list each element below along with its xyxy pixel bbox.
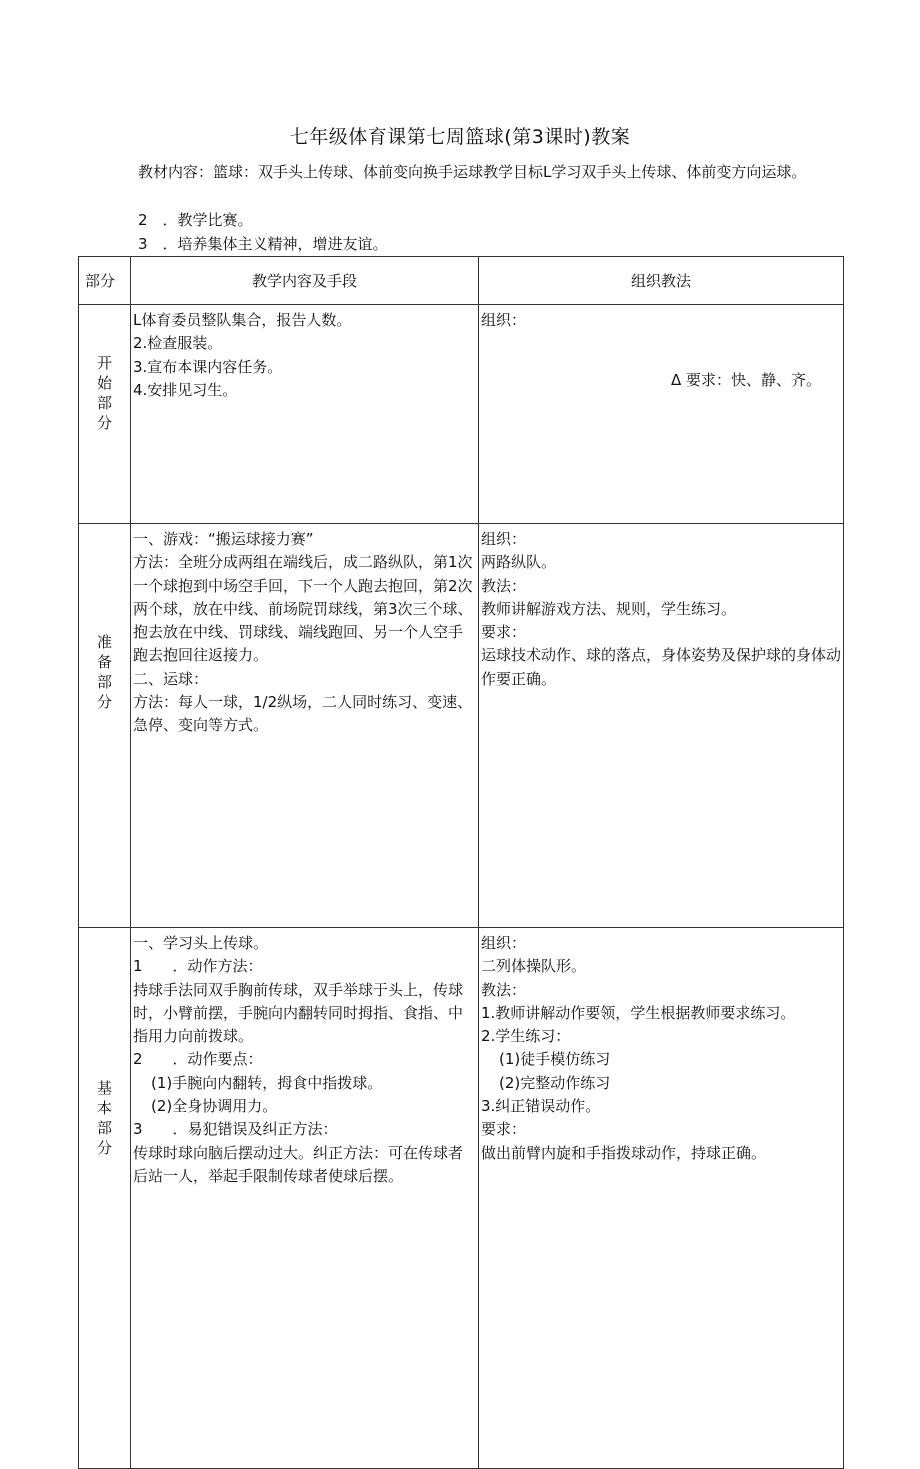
content-cell-prep	[131, 524, 479, 928]
content-line: 2.检查服装。	[133, 334, 223, 353]
method-line: 运球技术动作、球的落点，身体姿势及保护球的身体动作要正确。	[481, 646, 842, 688]
method-line: 组织：	[481, 934, 527, 952]
method-cell-basic	[479, 928, 844, 1469]
method-cell-start	[479, 305, 844, 524]
content-line: 一、游戏：“搬运球接力赛”	[133, 530, 314, 548]
table-row-start	[79, 305, 844, 524]
intro-line-1: 教材内容：篮球：双手头上传球、体前变向换手运球教学目标L学习双手头上传球、体前变方向运球。	[138, 163, 807, 181]
method-line: 教法：	[481, 980, 527, 999]
content-line: (1)手腕向内翻转，拇食中指拨球。	[151, 1073, 383, 1092]
section-label-start: 开始部分	[79, 305, 131, 524]
method-line: 组织：	[481, 311, 527, 329]
table-row-basic	[79, 928, 844, 1469]
method-line: (2)完整动作练习	[499, 1073, 611, 1092]
method-line: 两路纵队。	[481, 553, 557, 572]
method-line: 组织：	[481, 530, 527, 548]
content-line: 4.安排见习生。	[133, 380, 238, 399]
method-line: 3.纠正错误动作。	[481, 1097, 601, 1116]
content-line: 一、学习头上传球。	[133, 934, 269, 952]
method-line: 教师讲解游戏方法、规则，学生练习。	[481, 599, 737, 618]
header-part: 部分	[79, 257, 131, 305]
table-header-row	[79, 257, 844, 305]
content-line: 二、运球：	[133, 669, 209, 688]
content-line: (2)全身协调用力。	[151, 1097, 278, 1116]
content-line: 3.宣布本课内容任务。	[133, 357, 283, 376]
section-label-basic: 基本部分	[79, 928, 131, 1469]
header-method: 组织教法	[479, 257, 844, 305]
content-line: 2 ．动作要点：	[133, 1050, 263, 1069]
method-line: 2.学生练习：	[481, 1027, 571, 1046]
lesson-plan-table	[78, 256, 844, 1469]
content-line: 1 ．动作方法：	[133, 957, 263, 976]
content-line: 方法：每人一球，1/2纵场，二人同时练习、变速、急停、变向等方式。	[133, 693, 473, 735]
intro-line-3: 3 ．培养集体主义精神，增进友谊。	[138, 235, 388, 253]
table-row-prep	[79, 524, 844, 928]
content-line: 传球时球向脑后摆动过大。纠正方法：可在传球者后站一人，举起手限制传球者使球后摆。	[133, 1143, 464, 1185]
content-line: 3 ．易犯错误及纠正方法：	[133, 1120, 338, 1139]
method-line: 二列体操队形。	[481, 957, 587, 976]
method-line: 做出前臂内旋和手指拨球动作，持球正确。	[481, 1143, 767, 1162]
method-line: 要求：	[481, 623, 527, 642]
method-line: 要求：	[481, 1120, 527, 1139]
method-line: (1)徒手模仿练习	[499, 1050, 611, 1069]
content-cell-start	[131, 305, 479, 524]
content-line: 方法：全班分成两组在端线后，成二路纵队，第1次一个球抱到中场空手回，下一个人跑去抱回，第2次两个球，放在中线、前场院罚球线，第3次三个球、抱去放在中线、罚球线、端线跑回、另一个人空手跑去抱回往返接力。	[133, 553, 473, 665]
content-cell-basic	[131, 928, 479, 1469]
header-content: 教学内容及手段	[131, 257, 479, 305]
method-line: 教法：	[481, 576, 527, 595]
intro-line-2: 2 ．教学比赛。	[138, 211, 253, 229]
section-label-prep: 准备部分	[79, 524, 131, 928]
method-cell-prep	[479, 524, 844, 928]
page-title: 七年级体育课第七周篮球(第3课时)教案	[289, 126, 631, 148]
content-line: L体育委员整队集合，报告人数。	[133, 311, 352, 329]
method-line: 1.教师讲解动作要领，学生根据教师要求练习。	[481, 1003, 796, 1022]
content-line: 持球手法同双手胸前传球，双手举球于头上，传球时，小臂前摆，手腕向内翻转同时拇指、食指、中指用力向前拨球。	[133, 980, 464, 1046]
method-requirement: Δ 要求：快、静、齐。	[670, 371, 821, 390]
